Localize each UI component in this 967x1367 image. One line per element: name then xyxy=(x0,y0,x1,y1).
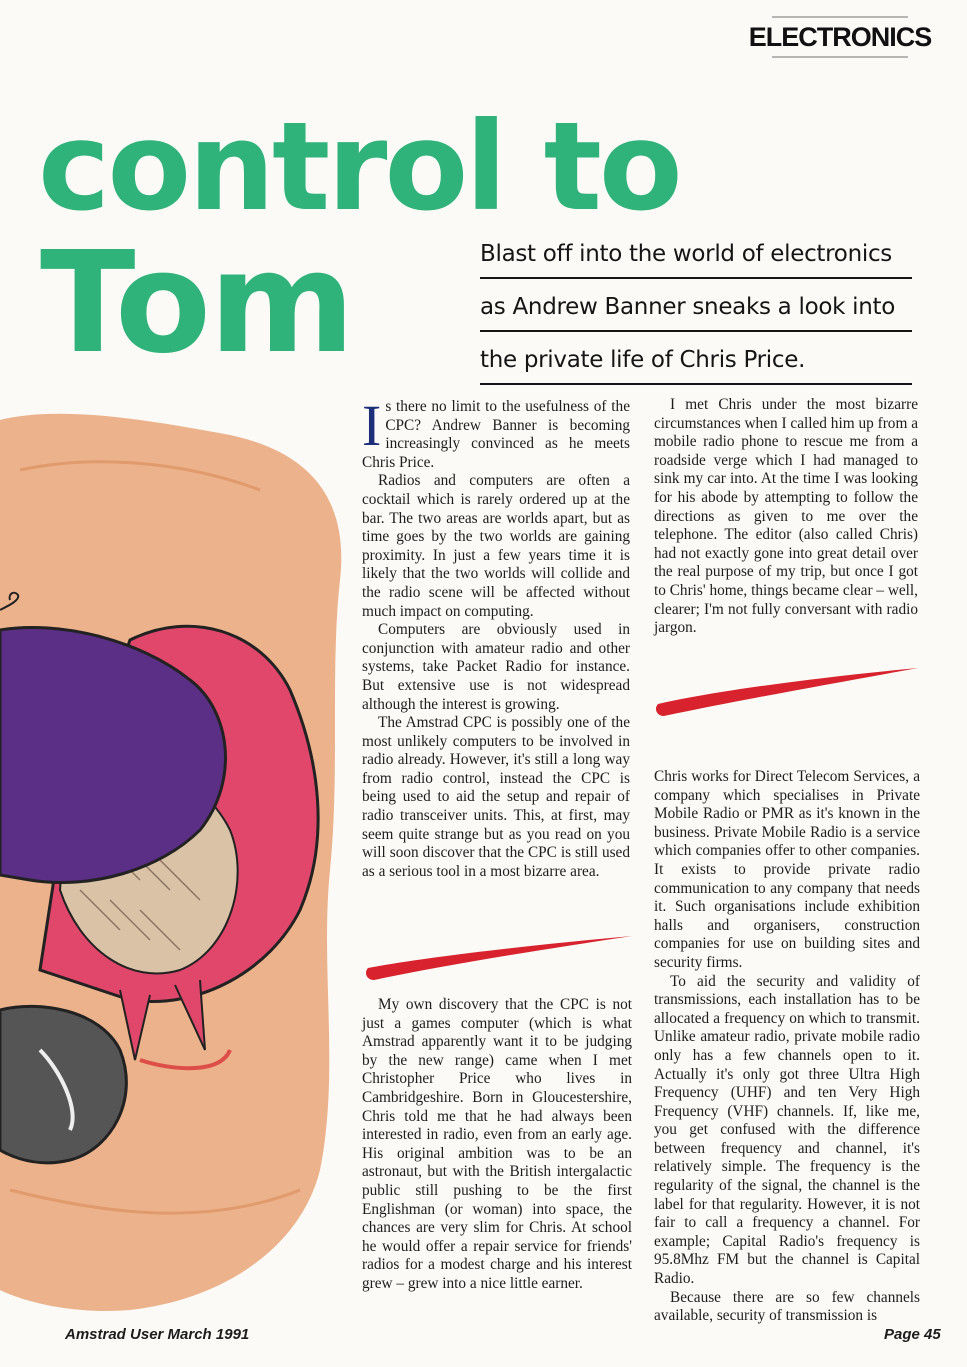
headline-line-2: Tom xyxy=(40,222,353,385)
footer-page-number: Page 45 xyxy=(884,1326,941,1343)
section-tag xyxy=(748,16,932,58)
body-paragraph: I met Chris under the most bizarre circumstances when I called him up from a mobile radio phone to rescue me from a roadside verge which I had managed to sink my car into. At the time I was looking for his abode by attempting to follow the directions as given to me over the telephone. The editor (also called Chris) had not exactly gone into great detail over the real purpose of my trip, but once I got to Chris' home, things became clear – well, clearer; I'm not fully conversant with radio jargon. xyxy=(654,396,919,637)
body-paragraph: Radios and computers are often a cocktail which is rarely ordered up at the bar. The two areas are worlds apart, but as time goes by the two worlds are gaining proximity. In just a few years time it is likely that the two worlds will collide and the radio scene will be affected without much impact on computing. xyxy=(362,472,630,620)
body-column-3 xyxy=(654,396,918,638)
headline-line-1: control to xyxy=(38,96,680,238)
body-column-2 xyxy=(362,996,632,1294)
standfirst-line: Blast off into the world of electronics xyxy=(480,232,912,279)
body-column-4 xyxy=(654,768,920,1326)
body-paragraph: Is there no limit to the usefulness of the CPC? Andrew Banner is becoming increasingly convinced as he meets Chris Price. xyxy=(362,393,630,471)
standfirst-line: the private life of Chris Price. xyxy=(480,338,912,385)
body-paragraph: Because there are so few channels available, security of transmission is xyxy=(654,1288,920,1325)
body-paragraph: Computers are obviously used in conjunction with amateur radio and other systems, take Packet Radio for instance. But extensive use is not widespread although the interest is growing. xyxy=(362,621,630,713)
red-swash-divider xyxy=(650,660,924,720)
body-column-1 xyxy=(362,393,630,881)
body-paragraph: The Amstrad CPC is possibly one of the most unlikely computers to be involved in radio already. However, it's still a long way from radio control, instead the CPC is being used to aid the setup and repair of radio transceiver units. This, at first, may seem quite strange but as you read on you will soon discover that the CPC is still used as a serious tool in a most bizarre area. xyxy=(362,714,630,880)
body-paragraph: Chris works for Direct Telecom Services, a company which specialises in Private Mobile Radio or PMR as it's known in the business. Private Mobile Radio is a service which companies offer to other companies. It exists to provide private radio communication to any company that needs it. Such organisations include exhibition halls and organisers, construction companies for use on building sites and security firms. xyxy=(654,768,920,971)
section-tag-label: ELECTRONICS xyxy=(745,18,936,56)
footer-issue: Amstrad User March 1991 xyxy=(65,1326,250,1343)
drop-cap: I xyxy=(362,393,382,458)
red-swash-divider xyxy=(360,928,638,988)
body-paragraph: To aid the security and validity of transmissions, each installation has to be allocated a frequency on which to transmit. Unlike amateur radio, private mobile radio only has a few channels open to it. Actually it's only got three Ultra High Frequency (UHF) and ten Very High Frequency (VHF) channels. If, like me, you get confused with the difference between frequency and channel, it's relatively simple. The frequency is the regularity of the signal, the channel is the label for that regularity. However, it is not fair to call a frequency a channel. For example; Capital Radio's frequency is 95.8Mhz FM but the channel is Capital Radio. xyxy=(654,972,920,1288)
body-paragraph: My own discovery that the CPC is not just a games computer (which is what Amstrad apparently want it to be judging by the new range) came when I met Christopher Price who lives in Cambridgeshire. Born in Gloucestershire, Chris told me that he had always been interested in radio, even from an early age. His original ambition was to be an astronaut, but with the British intergalactic public still pushing to be the first Englishman (or woman) into space, the chances are very slim for Chris. At school he would offer a repair service for friends' radios for a modest charge and his interest grew – grew into a nice little earner. xyxy=(362,996,632,1292)
standfirst-line: as Andrew Banner sneaks a look into xyxy=(480,285,912,332)
standfirst xyxy=(480,232,912,385)
cartoon-illustration xyxy=(0,410,360,1330)
